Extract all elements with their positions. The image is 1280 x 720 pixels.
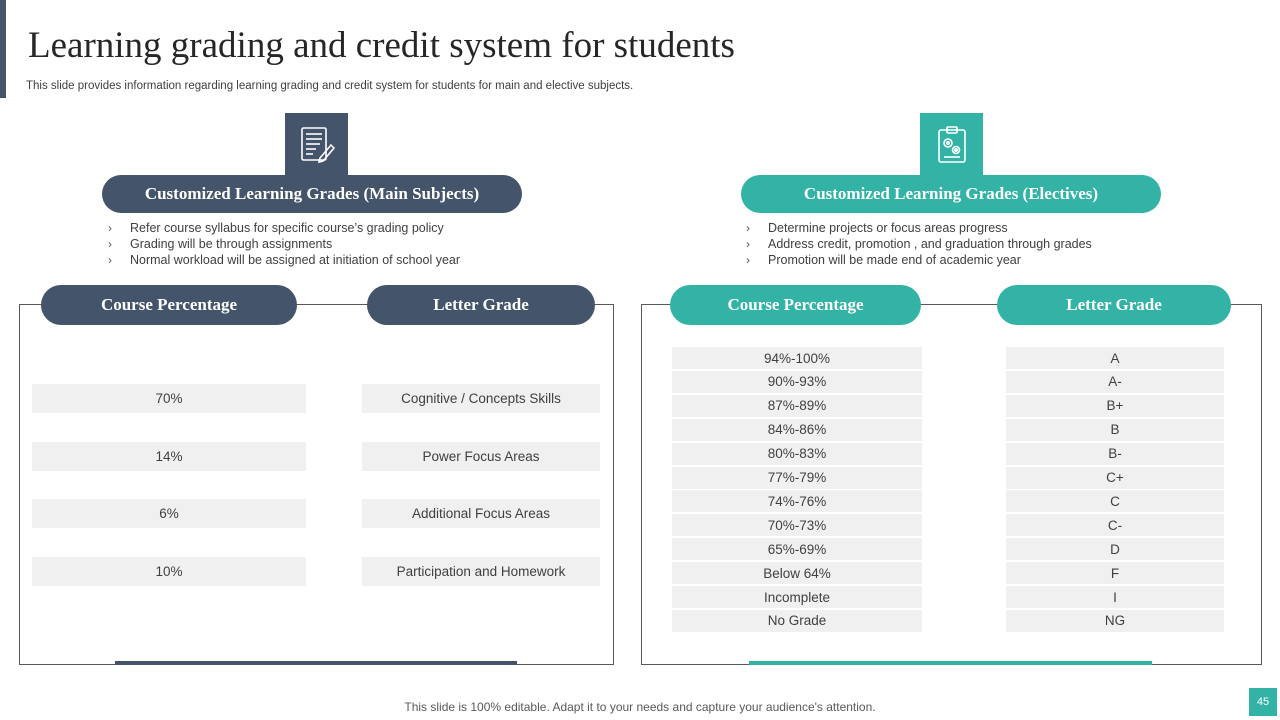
elective-grade-cell: C	[1006, 490, 1224, 512]
electives-bullets	[746, 220, 1092, 268]
main-col-percentage-header: Course Percentage	[41, 285, 297, 325]
main-grade-cell: Participation and Homework	[362, 557, 600, 586]
bullet-item: › Normal workload will be assigned at initiation of school year	[108, 253, 461, 267]
bullet-item: › Refer course syllabus for specific course’s grading policy	[108, 221, 444, 235]
page-subtitle: This slide provides information regarding learning grading and credit system for students for main and elective subjects.	[26, 80, 634, 92]
elective-grade-cell: D	[1006, 538, 1224, 560]
bullet-item: › Promotion will be made end of academic year	[746, 253, 1021, 267]
elective-grade-cell: B-	[1006, 443, 1224, 465]
main-subjects-bottom-line	[115, 661, 517, 665]
main-subjects-bullets	[108, 220, 460, 268]
elective-grade-cell: C-	[1006, 514, 1224, 536]
elective-percentage-cell: 70%-73%	[672, 514, 922, 536]
chevron-right-icon: ›	[746, 221, 750, 235]
elective-col-grade-header: Letter Grade	[997, 285, 1231, 325]
elective-percentage-cell: 65%-69%	[672, 538, 922, 560]
elective-percentage-cell: 87%-89%	[672, 395, 922, 417]
elective-percentage-cell: 94%-100%	[672, 347, 922, 369]
chevron-right-icon: ›	[108, 237, 112, 251]
elective-grade-cell: B+	[1006, 395, 1224, 417]
elective-grade-cell: B	[1006, 419, 1224, 441]
elective-grade-cell: F	[1006, 562, 1224, 584]
clipboard-gears-icon	[920, 113, 983, 176]
document-pen-icon	[285, 113, 348, 176]
elective-percentage-cell: Incomplete	[672, 586, 922, 608]
chevron-right-icon: ›	[108, 221, 112, 235]
accent-bar	[0, 0, 6, 98]
elective-percentage-cell: 77%-79%	[672, 467, 922, 489]
main-percentage-cell: 70%	[32, 384, 306, 413]
main-grade-cell: Cognitive / Concepts Skills	[362, 384, 600, 413]
footer-note: This slide is 100% editable. Adapt it to your needs and capture your audience's attention.	[404, 700, 876, 714]
bullet-item: › Address credit, promotion , and graduation through grades	[746, 237, 1092, 251]
elective-grade-cell: C+	[1006, 467, 1224, 489]
elective-grade-cell: A-	[1006, 371, 1224, 393]
elective-grade-cell: I	[1006, 586, 1224, 608]
main-col-grade-header: Letter Grade	[367, 285, 595, 325]
main-subjects-panel	[19, 304, 614, 665]
chevron-right-icon: ›	[746, 253, 750, 267]
elective-percentage-cell: 84%-86%	[672, 419, 922, 441]
main-grade-cell: Power Focus Areas	[362, 442, 600, 471]
main-grade-cell: Additional Focus Areas	[362, 499, 600, 528]
main-subjects-header: Customized Learning Grades (Main Subjects)	[102, 175, 522, 213]
main-percentage-cell: 6%	[32, 499, 306, 528]
elective-percentage-cell: 74%-76%	[672, 490, 922, 512]
bullet-item: › Determine projects or focus areas progress	[746, 221, 1008, 235]
elective-percentage-cell: 80%-83%	[672, 443, 922, 465]
bullet-item: › Grading will be through assignments	[108, 237, 333, 251]
page-number: 45	[1249, 688, 1277, 716]
electives-header: Customized Learning Grades (Electives)	[741, 175, 1161, 213]
chevron-right-icon: ›	[746, 237, 750, 251]
elective-grade-cell: A	[1006, 347, 1224, 369]
elective-percentage-cell: No Grade	[672, 610, 922, 632]
main-percentage-cell: 14%	[32, 442, 306, 471]
page-title: Learning grading and credit system for students	[28, 25, 735, 66]
chevron-right-icon: ›	[108, 253, 112, 267]
elective-col-percentage-header: Course Percentage	[670, 285, 921, 325]
main-percentage-cell: 10%	[32, 557, 306, 586]
elective-percentage-cell: 90%-93%	[672, 371, 922, 393]
elective-grade-cell: NG	[1006, 610, 1224, 632]
electives-bottom-line	[749, 661, 1152, 665]
elective-percentage-cell: Below 64%	[672, 562, 922, 584]
